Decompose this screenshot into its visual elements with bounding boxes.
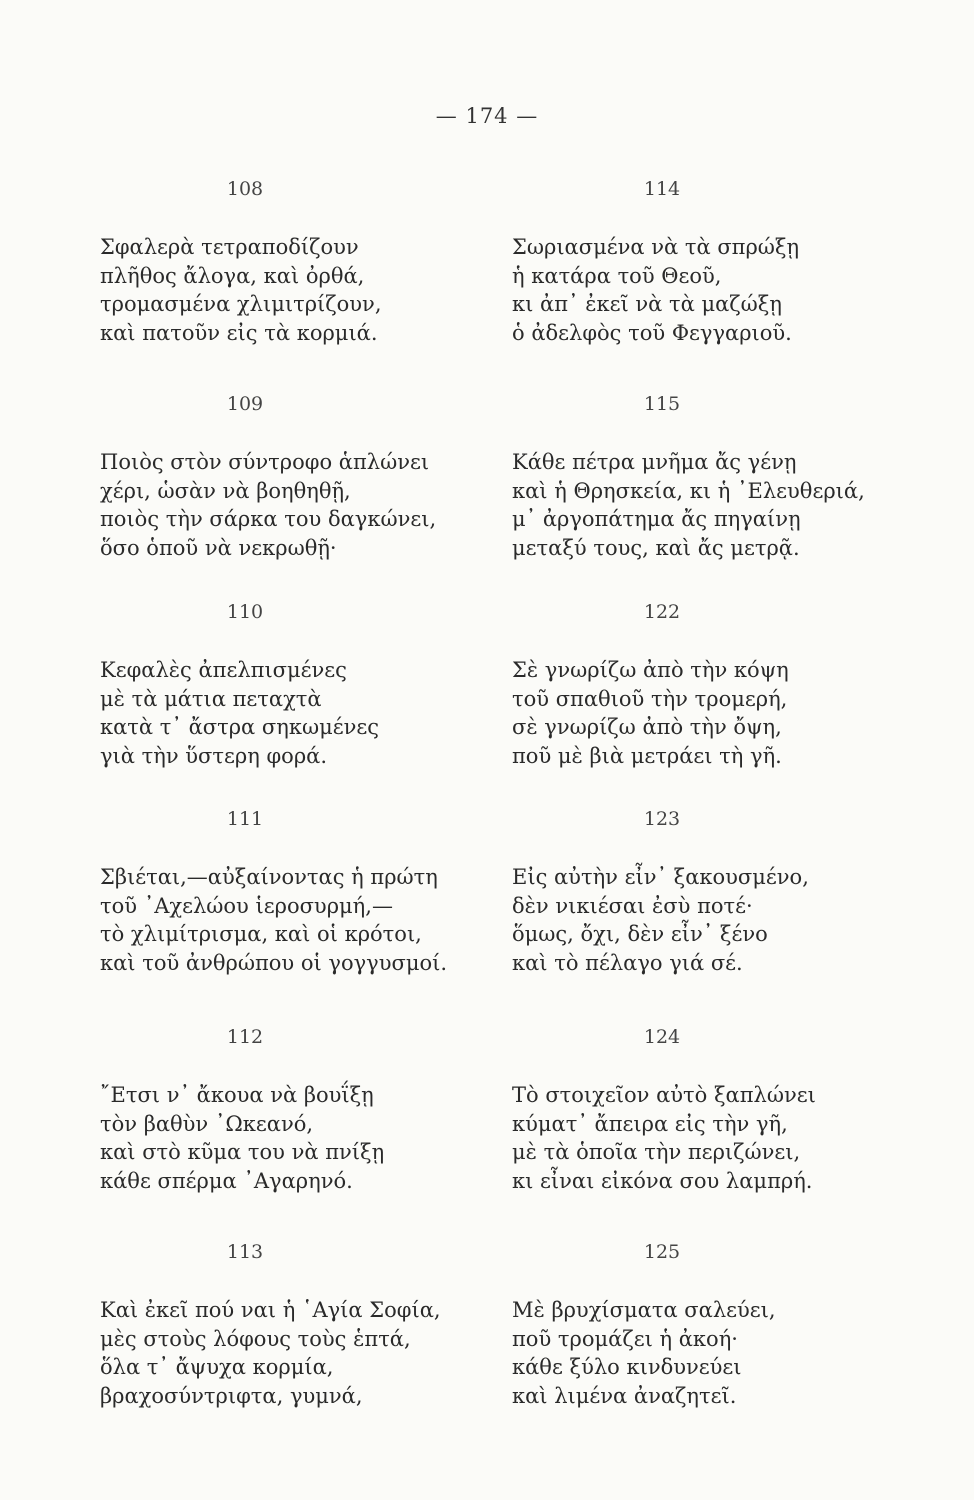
verse-line: καὶ τοῦ ἀνθρώπου οἱ γογγυσμοί.: [100, 950, 448, 975]
stanza-number: 114: [643, 178, 681, 200]
verse-line: μ᾽ ἀργοπάτημα ἄς πηγαίνῃ: [512, 507, 801, 531]
stanza: [512, 805, 942, 977]
verse-line: τρομασμένα χλιμιτρίζουν,: [100, 292, 382, 316]
verse-line: κύματ᾽ ἄπειρα εἰς τὴν γῆ,: [512, 1111, 788, 1136]
verse-line: Εἰς αὐτὴν εἶν᾽ ξακουσμένο,: [512, 865, 809, 889]
verse-line: ὅμως, ὄχι, δὲν εἶν᾽ ξένο: [512, 922, 768, 946]
stanza-number: 125: [643, 1241, 681, 1263]
verse-line: Κεφαλὲς ἀπελπισμένες: [100, 658, 347, 682]
stanza: [100, 598, 530, 770]
verse-line: σὲ γνωρίζω ἀπὸ τὴν ὄψη,: [512, 715, 782, 739]
verse-line: πλῆθος ἄλογα, καὶ ὀρθά,: [100, 263, 365, 288]
verse-line: ποιὸς τὴν σάρκα του δαγκώνει,: [100, 507, 437, 531]
verse-line: καὶ λιμένα ἀναζητεῖ.: [512, 1383, 737, 1408]
verse-line: Ποιὸς στὸν σύντροφο ἁπλώνει: [100, 450, 430, 474]
verse-line: ὅλα τ᾽ ἄψυχα κορμία,: [100, 1355, 334, 1379]
stanza: [100, 390, 530, 562]
verse-line: ὁ ἀδελφὸς τοῦ Φεγγαριοῦ.: [512, 320, 792, 345]
verse-line: δὲν νικιέσαι ἐσὺ ποτέ·: [512, 893, 753, 918]
verse-line: καὶ πατοῦν εἰς τὰ κορμιά.: [100, 320, 378, 345]
stanza-number: 124: [643, 1026, 681, 1048]
stanza: [512, 390, 942, 562]
verse-line: τὸν βαθὺν ᾽Ωκεανό,: [100, 1111, 314, 1136]
verse-line: Καὶ ἐκεῖ πού ναι ἡ ῾Αγία Σοφία,: [100, 1298, 441, 1322]
stanza-number: 122: [643, 601, 681, 623]
verse-line: Σὲ γνωρίζω ἀπὸ τὴν κόψη: [512, 658, 789, 682]
verse-line: μὲ τὰ ὁποῖα τὴν περιζώνει,: [512, 1140, 801, 1164]
stanza-number: 115: [643, 393, 681, 415]
verse-line: ῎Ετσι ν᾽ ἄκουα νὰ βουΐξῃ: [100, 1083, 374, 1107]
verse-line: μὲς στοὺς λόφους τοὺς ἑπτά,: [100, 1326, 411, 1351]
verse-line: βραχοσύντριφτα, γυμνά,: [100, 1383, 363, 1408]
verse-line: ποῦ τρομάζει ἡ ἀκοή·: [512, 1326, 738, 1351]
stanza-number: 112: [226, 1026, 264, 1048]
verse-line: τοῦ σπαθιοῦ τὴν τρομερή,: [512, 686, 788, 711]
stanza-number: 110: [226, 601, 264, 623]
stanza: [512, 1238, 942, 1410]
verse-line: Τὸ στοιχεῖον αὐτὸ ξαπλώνει: [512, 1083, 816, 1107]
stanza: [512, 598, 942, 770]
verse-line: καὶ στὸ κῦμα του νὰ πνίξῃ: [100, 1140, 385, 1164]
verse-line: κι ἀπ᾽ ἐκεῖ νὰ τὰ μαζώξῃ: [512, 292, 782, 316]
verse-line: γιὰ τὴν ὕστερη φορά.: [100, 743, 328, 768]
verse-line: Σβιέται,—αὐξαίνοντας ἡ πρώτη: [100, 865, 438, 889]
verse-line: Σφαλερὰ τετραποδίζουν: [100, 235, 359, 259]
verse-line: ὅσο ὁποῦ νὰ νεκρωθῇ·: [100, 535, 337, 560]
verse-line: κάθε ξύλο κινδυνεύει: [512, 1355, 742, 1379]
stanza: [100, 805, 530, 977]
stanza-number: 113: [226, 1241, 264, 1263]
stanza: [512, 1023, 942, 1195]
stanza-number: 108: [226, 178, 264, 200]
verse-line: μὲ τὰ μάτια πεταχτὰ: [100, 686, 322, 711]
verse-line: κάθε σπέρμα ᾽Αγαρηνό.: [100, 1168, 353, 1193]
verse-line: Σωριασμένα νὰ τὰ σπρώξῃ: [512, 235, 800, 259]
verse-line: τὸ χλιμίτρισμα, καὶ οἱ κρότοι,: [100, 922, 422, 946]
verse-line: κατὰ τ᾽ ἄστρα σηκωμένες: [100, 715, 380, 739]
verse-line: ποῦ μὲ βιὰ μετράει τὴ γῆ.: [512, 743, 782, 768]
verse-line: καὶ ἡ Θρησκεία, κι ἡ ᾽Ελευθεριά,: [512, 478, 865, 503]
stanza-number: 111: [226, 808, 264, 830]
verse-line: χέρι, ὡσὰν νὰ βοηθηθῇ,: [100, 478, 351, 503]
verse-line: ἡ κατάρα τοῦ Θεοῦ,: [512, 263, 722, 288]
verse-line: μεταξύ τους, καὶ ἄς μετρᾷ.: [512, 535, 800, 560]
stanza-number: 123: [643, 808, 681, 830]
stanza: [100, 1023, 530, 1195]
stanza: [100, 1238, 530, 1410]
verse-line: Κάθε πέτρα μνῆμα ἄς γένῃ: [512, 450, 797, 474]
stanza: [100, 175, 530, 347]
verse-line: τοῦ ᾽Αχελώου ἱεροσυρμή,—: [100, 893, 393, 918]
verse-line: κι εἶναι εἰκόνα σου λαμπρή.: [512, 1168, 813, 1193]
stanza-number: 109: [226, 393, 264, 415]
verse-line: Μὲ βρυχίσματα σαλεύει,: [512, 1298, 776, 1322]
verse-line: καὶ τὸ πέλαγο γιά σέ.: [512, 950, 743, 975]
page-number: — 174 —: [435, 104, 539, 128]
stanza: [512, 175, 942, 347]
